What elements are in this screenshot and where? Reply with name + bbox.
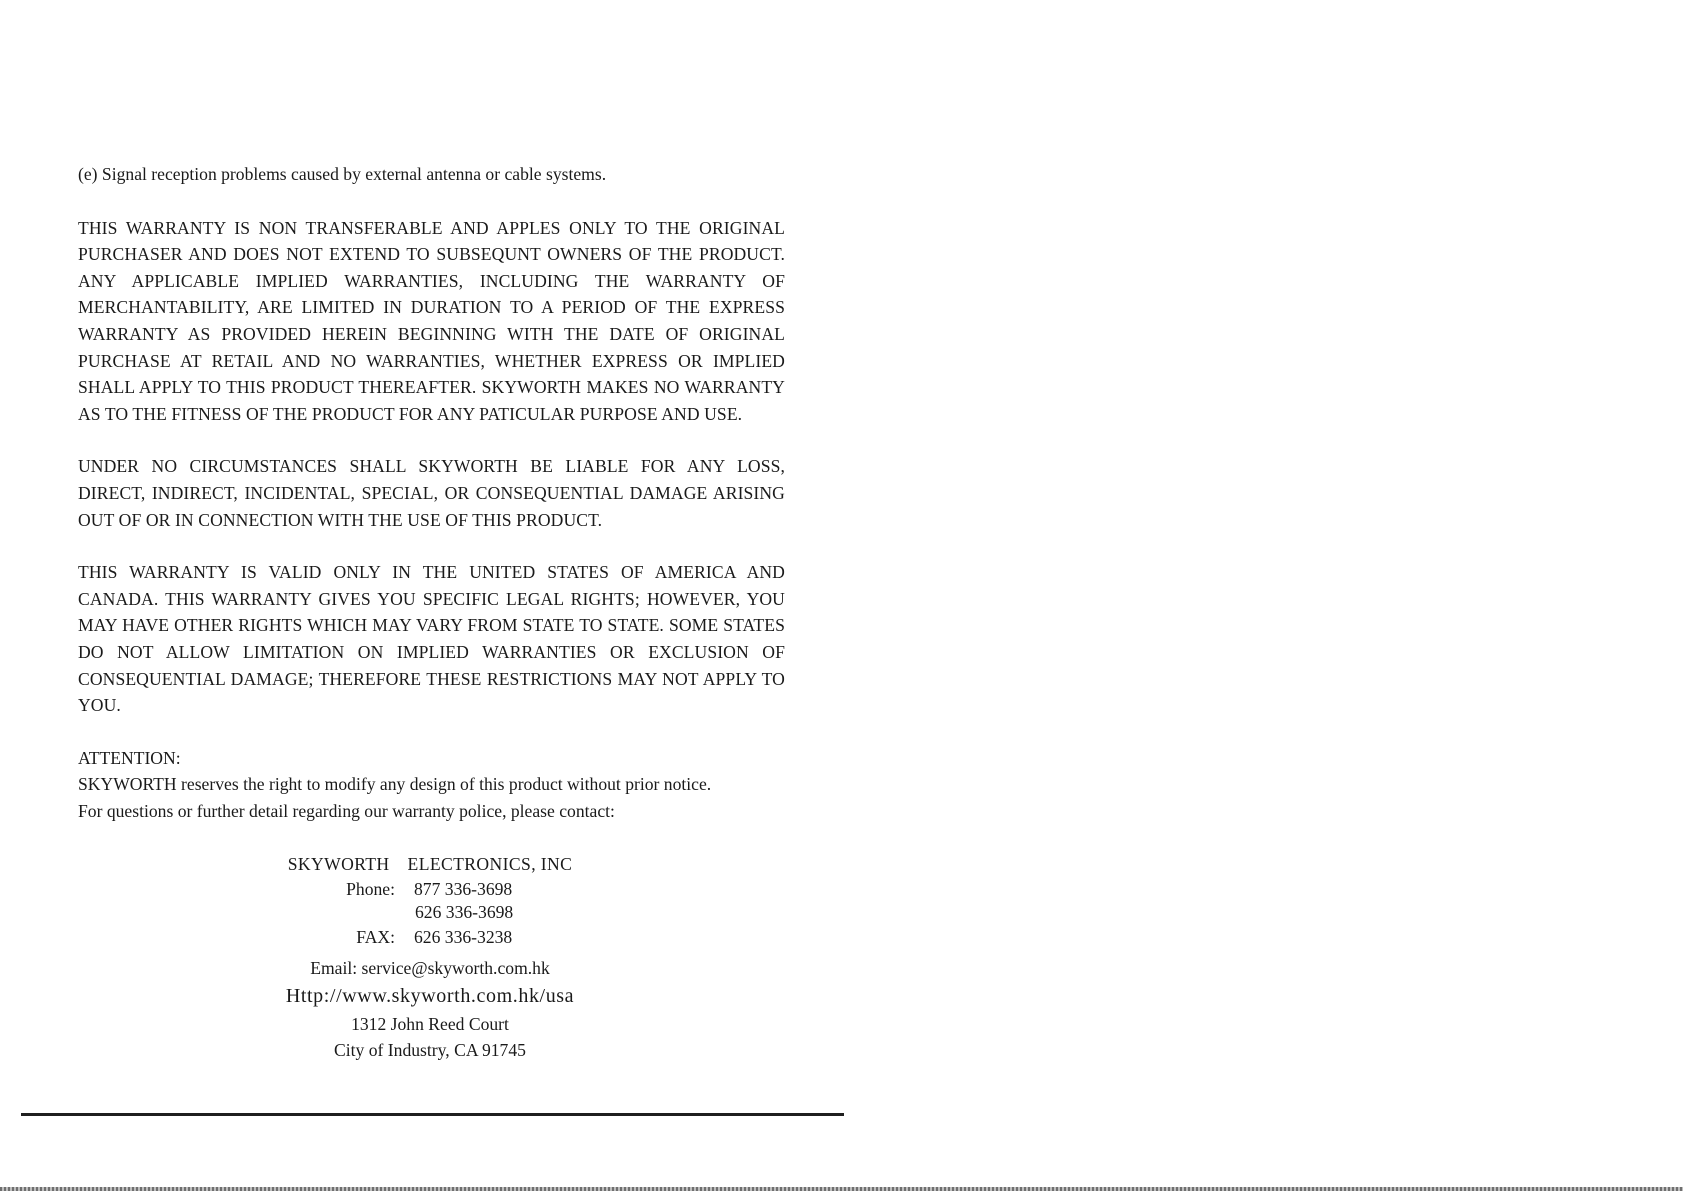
- website-url: Http://www.skyworth.com.hk/usa: [285, 985, 575, 1007]
- company-name-part-2: ELECTRONICS, INC: [407, 854, 573, 874]
- page-bottom-border: [0, 1187, 1683, 1191]
- email-line: Email: service@skyworth.com.hk: [310, 958, 550, 978]
- company-name: [250, 851, 610, 877]
- address-city: City of Industry, CA 91745: [334, 1040, 526, 1060]
- warranty-text-column: [78, 161, 785, 850]
- fax-number: 626 336-3238: [414, 927, 513, 947]
- attention-heading: ATTENTION:: [78, 747, 181, 768]
- phone-number-2: 626 336-3698: [415, 902, 514, 922]
- warranty-paragraph-liability: UNDER NO CIRCUMSTANCES SHALL SKYWORTH BE LIABLE FOR ANY LOSS, DIRECT, INDIRECT, INCIDENTAL, SPECIAL, OR CONSEQUENTIAL DAMAGE ARISING OUT OF OR IN CONNECTION WITH THE USE OF THIS PRODUCT.: [78, 456, 785, 530]
- exclusion-item-e: (e) Signal reception problems caused by external antenna or cable systems.: [78, 164, 607, 184]
- fax-label: FAX:: [356, 927, 395, 947]
- warranty-paragraph-validity: THIS WARRANTY IS VALID ONLY IN THE UNITED STATES OF AMERICA AND CANADA. THIS WARRANTY GIVES YOU SPECIFIC LEGAL RIGHTS; HOWEVER, YOU MAY HAVE OTHER RIGHTS WHICH MAY VARY FROM STATE TO STATE. SOME STATES DO NOT ALLOW LIMITATION ON IMPLIED WARRANTIES OR EXCLUSION OF CONSEQUENTIAL DAMAGE; THEREFORE THESE RESTRICTIONS MAY NOT APPLY TO YOU.: [78, 562, 785, 716]
- footer-divider: [21, 1113, 844, 1116]
- contact-block: [250, 851, 610, 1063]
- warranty-paragraph-transferability: THIS WARRANTY IS NON TRANSFERABLE AND APPLES ONLY TO THE ORIGINAL PURCHASER AND DOES NOT EXTEND TO SUBSEQUNT OWNERS OF THE PRODUCT. ANY APPLICABLE IMPLIED WARRANTIES, INCLUDING THE WARRANTY OF MERCHANTABILITY, ARE LIMITED IN DURATION TO A PERIOD OF THE EXPRESS WARRANTY AS PROVIDED HEREIN BEGINNING WITH THE DATE OF ORIGINAL PURCHASE AT RETAIL AND NO WARRANTIES, WHETHER EXPRESS OR IMPLIED SHALL APPLY TO THIS PRODUCT THEREAFTER. SKYWORTH MAKES NO WARRANTY AS TO THE FITNESS OF THE PRODUCT FOR ANY PATICULAR PURPOSE AND USE.: [78, 217, 785, 424]
- phone-number-1: 877 336-3698: [414, 879, 513, 899]
- attention-section: [78, 745, 785, 825]
- attention-notice: SKYWORTH reserves the right to modify any design of this product without prior notice.: [78, 774, 712, 795]
- address-street: 1312 John Reed Court: [351, 1014, 509, 1034]
- phone-fax-block: [250, 877, 610, 953]
- company-name-part-1: SKYWORTH: [287, 854, 390, 874]
- attention-contact-intro: For questions or further detail regarding our warranty police, please contact:: [78, 800, 615, 821]
- phone-label: Phone:: [346, 879, 395, 899]
